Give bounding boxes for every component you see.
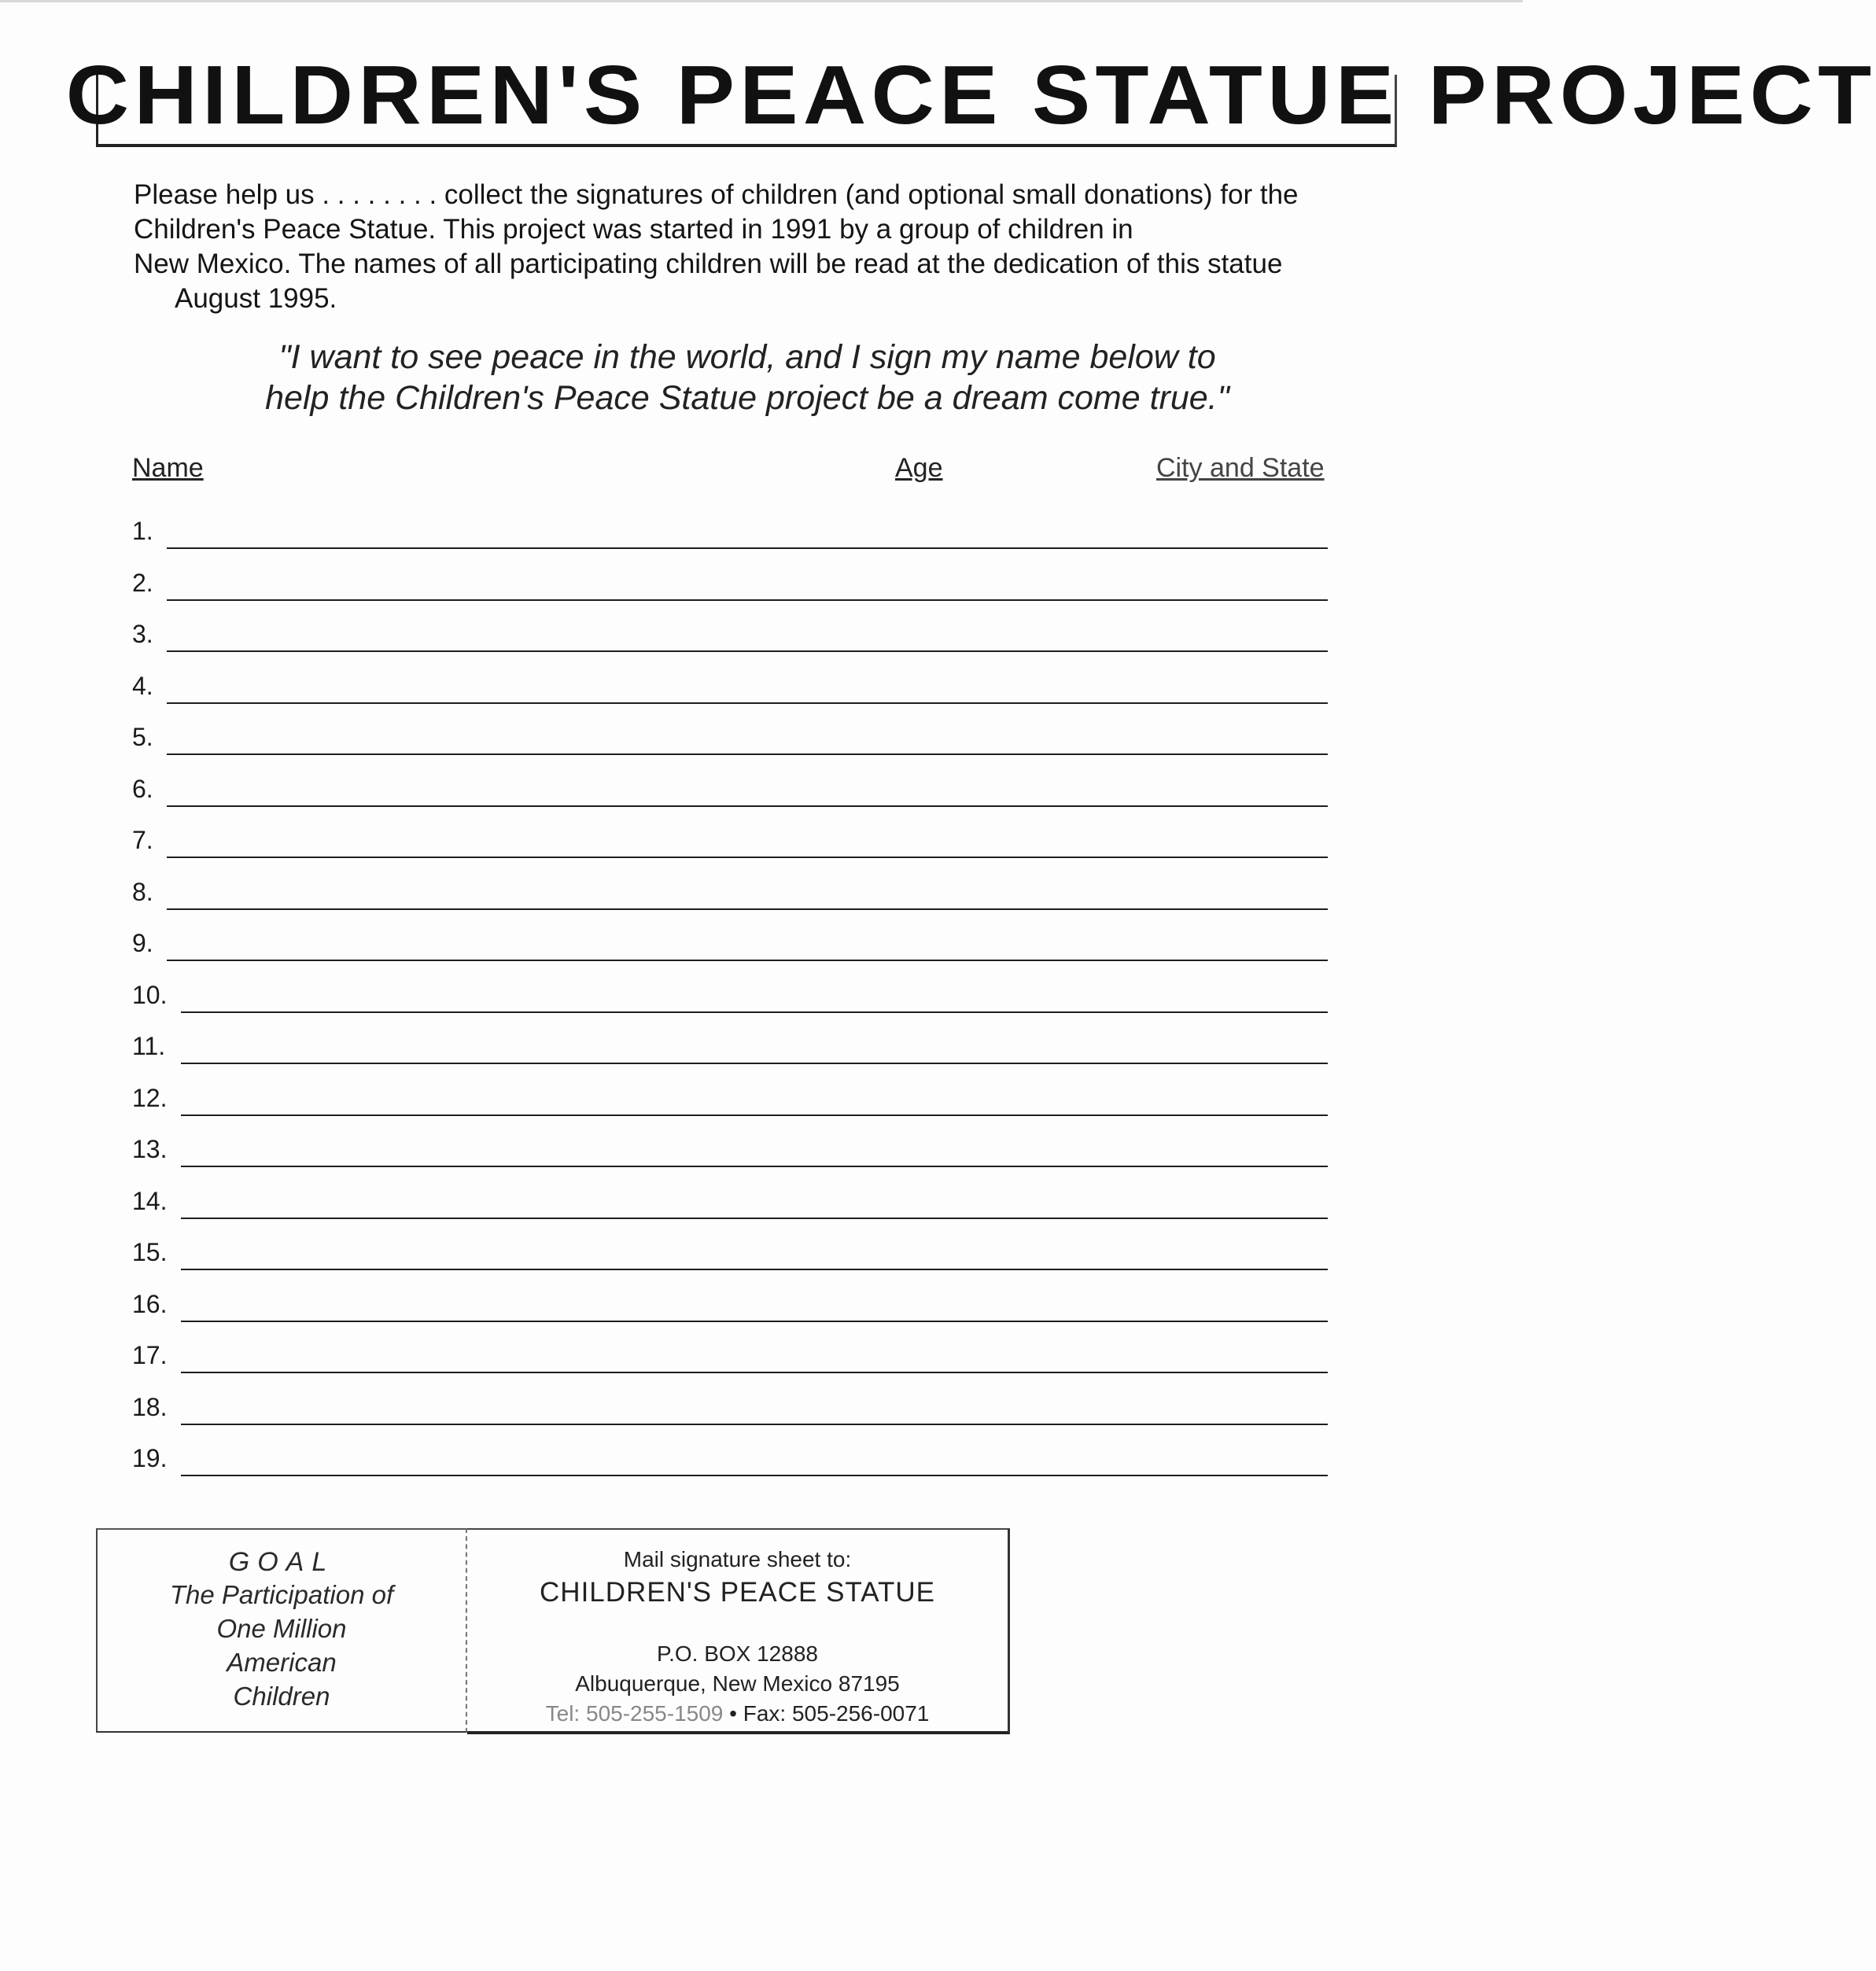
goal-box xyxy=(96,1528,467,1733)
signature-line[interactable] xyxy=(181,1321,1328,1322)
row-number: 19. xyxy=(132,1444,168,1472)
intro-line-2: Children's Peace Statue. This project was started in 1991 by a group of children in xyxy=(134,214,1133,245)
signature-line[interactable] xyxy=(167,857,1328,858)
signature-line[interactable] xyxy=(181,1475,1328,1476)
mail-tel: Tel: 505-255-1509 xyxy=(545,1701,724,1726)
signature-line[interactable] xyxy=(181,1114,1328,1116)
mailing-address-box xyxy=(467,1528,1010,1734)
title-banner xyxy=(65,49,1876,147)
signature-row[interactable] xyxy=(132,874,1328,910)
row-number: 6. xyxy=(132,774,153,803)
row-number: 18. xyxy=(132,1392,168,1421)
signature-row[interactable] xyxy=(132,1389,1328,1425)
signature-row[interactable] xyxy=(132,1028,1328,1064)
signature-row[interactable] xyxy=(132,1234,1328,1270)
signature-line[interactable] xyxy=(167,702,1328,704)
signature-row[interactable] xyxy=(132,1131,1328,1167)
row-number: 16. xyxy=(132,1289,168,1318)
column-header-name: Name xyxy=(132,453,204,483)
row-number: 5. xyxy=(132,723,153,751)
intro-line-3: New Mexico. The names of all participating children will be read at the dedication of this statue xyxy=(134,249,1283,279)
signature-row[interactable] xyxy=(132,513,1328,549)
mail-city: Albuquerque, New Mexico 87195 xyxy=(575,1671,900,1696)
signature-line[interactable] xyxy=(181,1269,1328,1270)
mail-phone-fax xyxy=(467,1701,1008,1726)
row-number: 3. xyxy=(132,620,153,648)
signature-row[interactable] xyxy=(132,1337,1328,1373)
goal-line-1: The Participation of xyxy=(169,1580,394,1609)
signature-line[interactable] xyxy=(167,753,1328,755)
column-header-city-state: City and State xyxy=(1156,453,1325,483)
signature-row[interactable] xyxy=(132,771,1328,807)
column-header-age: Age xyxy=(895,453,943,483)
row-number: 7. xyxy=(132,826,153,854)
mail-lead: Mail signature sheet to: xyxy=(623,1547,852,1571)
signature-line[interactable] xyxy=(167,547,1328,549)
goal-line-2: One Million xyxy=(216,1614,347,1643)
signature-line[interactable] xyxy=(167,599,1328,601)
goal-line-4: Children xyxy=(233,1682,330,1711)
mail-po-box: P.O. BOX 12888 xyxy=(657,1641,818,1666)
pledge-line-1: "I want to see peace in the world, and I sign my name below to xyxy=(278,338,1216,376)
signature-line[interactable] xyxy=(167,960,1328,961)
row-number: 1. xyxy=(132,517,153,545)
intro-line-1: Please help us . . . . . . . . collect the signatures of children (and optional small donations) for the xyxy=(134,179,1299,210)
mail-separator: • xyxy=(723,1701,743,1726)
row-number: 15. xyxy=(132,1238,168,1266)
row-number: 13. xyxy=(132,1135,168,1163)
signature-row[interactable] xyxy=(132,1080,1328,1116)
signature-row[interactable] xyxy=(132,1440,1328,1476)
pledge-line-2: help the Children's Peace Statue project be a dream come true." xyxy=(265,379,1229,417)
intro-line-4: August 1995. xyxy=(175,283,337,314)
row-number: 2. xyxy=(132,568,153,597)
row-number: 9. xyxy=(132,929,153,957)
row-number: 10. xyxy=(132,980,168,1009)
mail-fax: Fax: 505-256-0071 xyxy=(743,1701,930,1726)
signature-row[interactable] xyxy=(132,1183,1328,1219)
row-number: 17. xyxy=(132,1341,168,1369)
signature-line[interactable] xyxy=(181,1011,1328,1013)
signature-row[interactable] xyxy=(132,977,1328,1013)
signature-row[interactable] xyxy=(132,925,1328,961)
signature-line[interactable] xyxy=(181,1166,1328,1167)
row-number: 4. xyxy=(132,671,153,700)
signature-line[interactable] xyxy=(181,1063,1328,1064)
row-number: 14. xyxy=(132,1186,168,1215)
goal-title: GOAL xyxy=(228,1547,335,1577)
signature-line[interactable] xyxy=(167,805,1328,807)
signature-row[interactable] xyxy=(132,822,1328,858)
signature-line[interactable] xyxy=(167,650,1328,652)
signature-row[interactable] xyxy=(132,668,1328,704)
signature-line[interactable] xyxy=(167,908,1328,910)
mail-organization: CHILDREN'S PEACE STATUE xyxy=(540,1577,935,1608)
page-title: CHILDREN'S PEACE STATUE PROJECT xyxy=(65,49,1876,142)
row-number: 12. xyxy=(132,1083,168,1112)
signature-line[interactable] xyxy=(181,1372,1328,1373)
signature-row[interactable] xyxy=(132,1286,1328,1322)
row-number: 11. xyxy=(132,1032,166,1060)
signature-row[interactable] xyxy=(132,565,1328,601)
intro-paragraph xyxy=(134,178,1361,316)
signature-line[interactable] xyxy=(181,1424,1328,1425)
page-top-edge xyxy=(0,0,1523,2)
signature-row[interactable] xyxy=(132,719,1328,755)
goal-line-3: American xyxy=(227,1648,337,1677)
pledge-quote xyxy=(157,337,1337,418)
signature-row[interactable] xyxy=(132,616,1328,652)
signature-line[interactable] xyxy=(181,1218,1328,1219)
row-number: 8. xyxy=(132,877,153,906)
